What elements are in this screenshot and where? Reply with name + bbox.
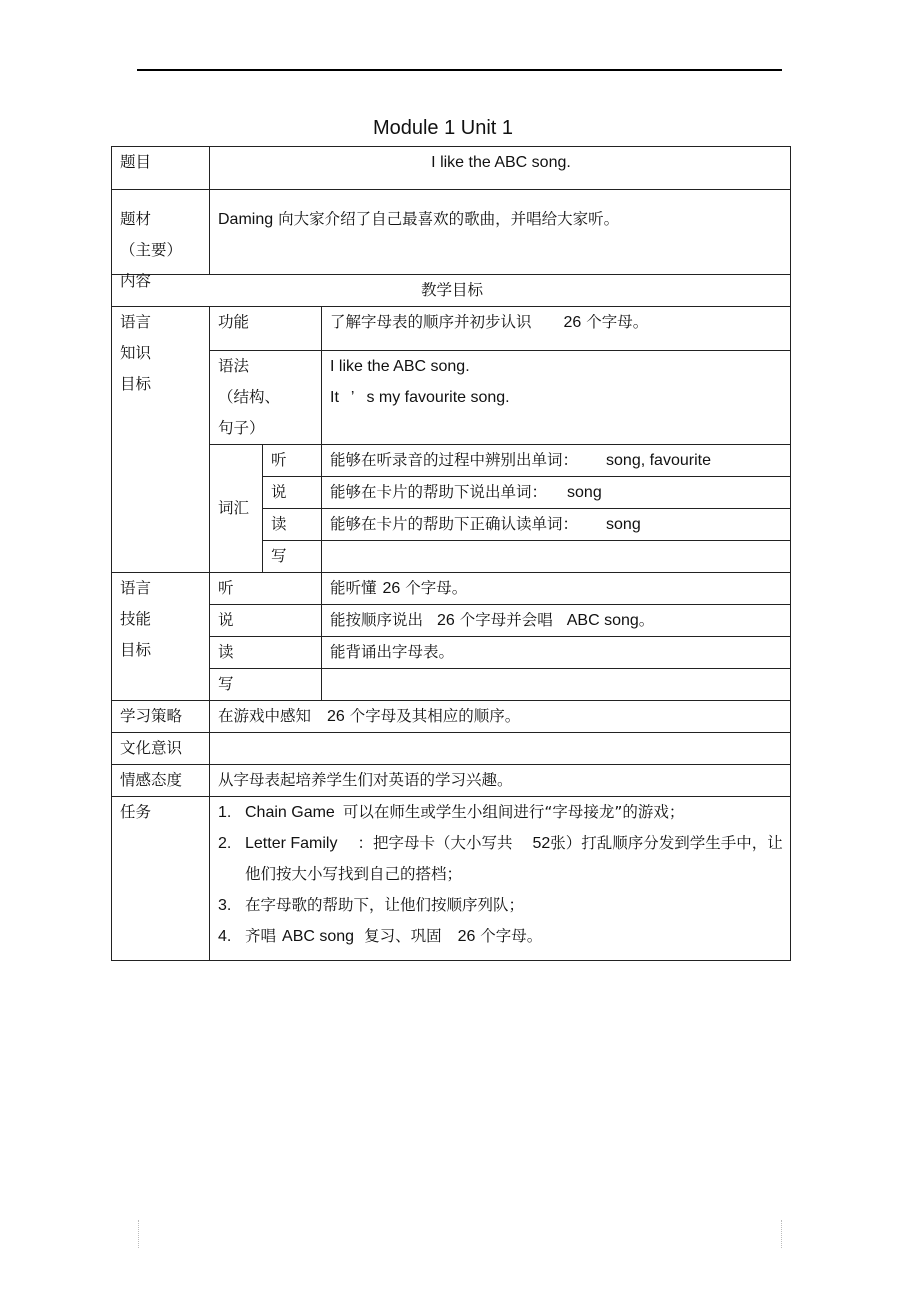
topic-value: I like the ABC song.: [210, 147, 791, 190]
vocab-skill: 读: [263, 509, 322, 541]
skills-label: 语言 技能 目标: [112, 573, 210, 701]
tasks-value: [210, 797, 791, 961]
page-edge-mark-right: [781, 1220, 782, 1248]
objectives-header-row: [112, 275, 791, 307]
task-item: 2. Letter Family ：把字母卡（大小写共 52张）打乱顺序分发到学生手中，让他们按大小写找到自己的搭档；: [218, 834, 783, 883]
task-list: [218, 797, 784, 952]
vocab-text: [322, 541, 791, 573]
tasks-row: [112, 797, 791, 961]
task-item: 4. 齐唱 ABC song 复习、巩固 26 个字母。: [218, 927, 543, 945]
skills-row-write: [112, 669, 791, 701]
culture-row: [112, 733, 791, 765]
skills-row-listen: [112, 573, 791, 605]
function-row: [112, 307, 791, 351]
vocab-label: 词汇: [210, 445, 263, 573]
attitude-label: 情感态度: [112, 765, 210, 797]
task-item: 1. Chain Game 可以在师生或学生小组间进行“字母接龙”的游戏；: [218, 803, 685, 821]
attitude-value: 从字母表起培养学生们对英语的学习兴趣。: [210, 765, 791, 797]
grammar-value: I like the ABC song. It ’ s my favourite song.: [322, 351, 791, 445]
function-value: 了解字母表的顺序并初步认识 26 个字母。: [322, 307, 791, 351]
culture-label: 文化意识: [112, 733, 210, 765]
topic-label: 题目: [112, 147, 210, 190]
vocab-row-listen: [112, 445, 791, 477]
attitude-row: [112, 765, 791, 797]
content-row: [112, 190, 791, 275]
objectives-header: 教学目标: [112, 275, 791, 307]
skills-text: 能听懂 26 个字母。: [322, 573, 791, 605]
skills-row-speak: [112, 605, 791, 637]
skills-text: 能按顺序说出 26 个字母并会唱 ABC song。: [322, 605, 791, 637]
culture-value: [210, 733, 791, 765]
vocab-text: 能够在卡片的帮助下正确认读单词： song: [322, 509, 791, 541]
grammar-label: 语法 （结构、 句子）: [210, 351, 322, 445]
header-rule: [137, 69, 782, 71]
grammar-row: [112, 351, 791, 445]
content-label: 题材 （主要） 内容: [112, 190, 210, 275]
skills-text: [322, 669, 791, 701]
lesson-plan-table: [111, 146, 791, 961]
tasks-label: 任务: [112, 797, 210, 961]
strategy-label: 学习策略: [112, 701, 210, 733]
skills-skill: 听: [210, 573, 322, 605]
strategy-row: [112, 701, 791, 733]
strategy-value: 在游戏中感知 26 个字母及其相应的顺序。: [210, 701, 791, 733]
vocab-skill: 说: [263, 477, 322, 509]
vocab-text: 能够在听录音的过程中辨别出单词： song, favourite: [322, 445, 791, 477]
topic-row: [112, 147, 791, 190]
skills-skill: 说: [210, 605, 322, 637]
function-label: 功能: [210, 307, 322, 351]
skills-skill: 写: [210, 669, 322, 701]
vocab-skill: 听: [263, 445, 322, 477]
skills-text: 能背诵出字母表。: [322, 637, 791, 669]
skills-skill: 读: [210, 637, 322, 669]
document-title: Module 1 Unit 1: [372, 117, 514, 139]
skills-row-read: [112, 637, 791, 669]
content-value: Daming 向大家介绍了自己最喜欢的歌曲，并唱给大家听。: [210, 190, 791, 275]
vocab-text: 能够在卡片的帮助下说出单词： song: [322, 477, 791, 509]
page-edge-mark-left: [138, 1220, 139, 1248]
vocab-skill: 写: [263, 541, 322, 573]
task-item: 3. 在字母歌的帮助下，让他们按顺序列队；: [218, 896, 525, 914]
knowledge-label: 语言 知识 目标: [112, 307, 210, 573]
